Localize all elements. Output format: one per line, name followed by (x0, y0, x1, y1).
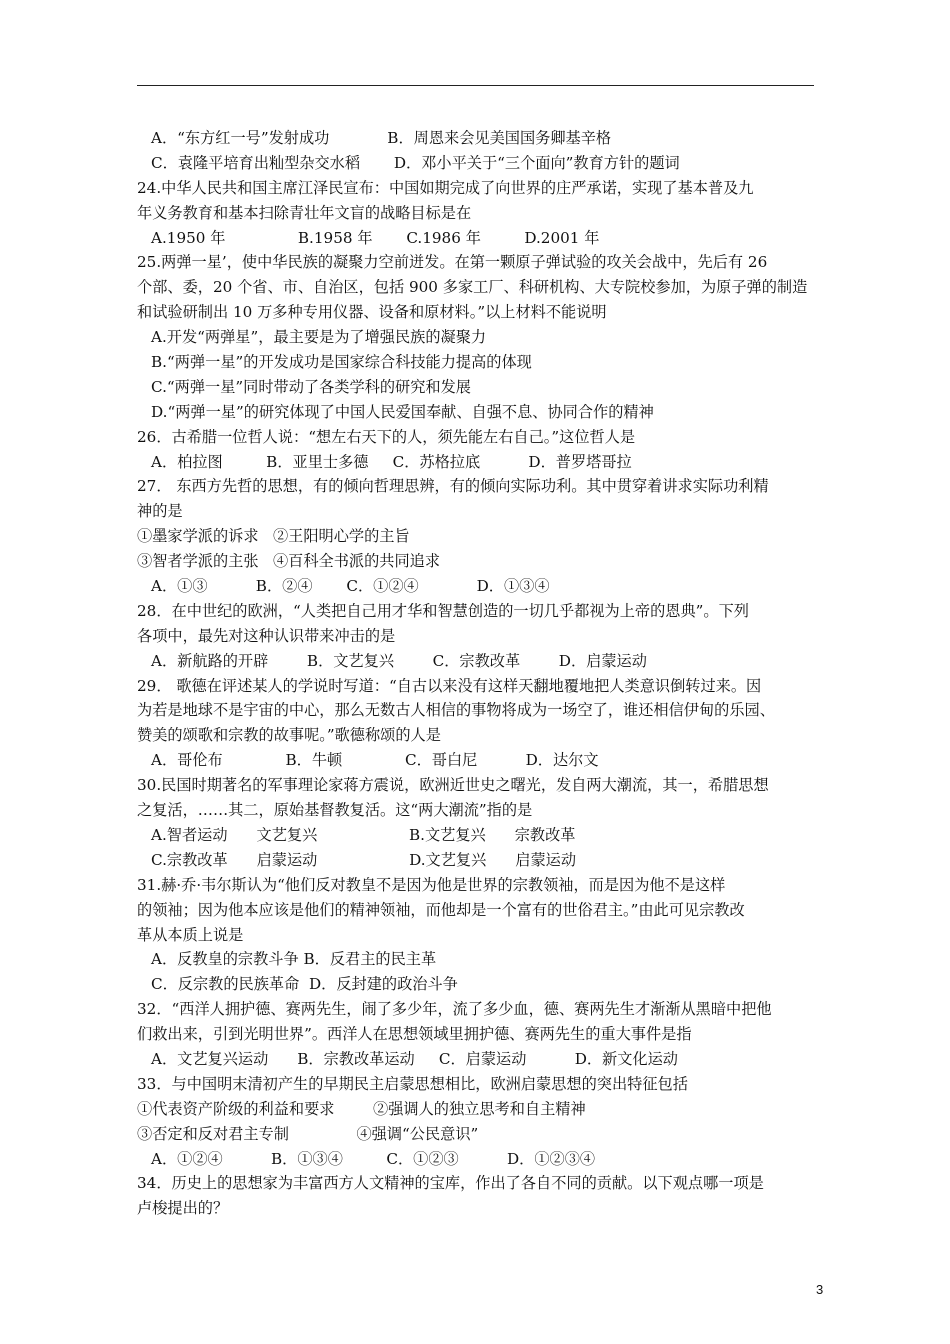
question-text-line: 革从本质上说是 (137, 925, 244, 944)
question-text-line: 30.民国时期著名的军事理论家蒋方震说，欧洲近世史之曙光，发自两大潮流，其一，希腊思想 (137, 776, 769, 795)
question-text-line: 29． 歌德在评述某人的学说时写道：“自古以来没有这样天翻地覆地把人类意识倒转过来。因 (137, 676, 762, 695)
question-text-line: ①墨家学派的诉求 ②王阳明心学的主旨 (137, 527, 410, 546)
question-text-line: 32．“西洋人拥护德、赛两先生，闹了多少年，流了多少血，德、赛两先生才渐渐从黑暗中把他 (137, 1000, 772, 1019)
answer-option-line: A．新航路的开辟 B．文艺复兴 C．宗教改革 D．启蒙运动 (151, 651, 647, 670)
question-text-line: 们救出来，引到光明世界”。西洋人在思想领域里拥护德、赛两先生的重大事件是指 (137, 1025, 692, 1044)
header-rule (137, 85, 814, 86)
question-text-line: 33．与中国明末清初产生的早期民主启蒙思想相比，欧洲启蒙思想的突出特征包括 (137, 1074, 688, 1093)
question-text-line: 28．在中世纪的欧洲，“人类把自己用才华和智慧创造的一切几乎都视为上帝的恩典”。下列 (137, 601, 749, 620)
question-text-line: 为若是地球不是宇宙的中心，那么无数古人相信的事物将成为一场空了，谁还相信伊甸的乐园、 (137, 701, 775, 720)
question-text-line: 31.赫·乔·韦尔斯认为“他们反对教皇不是因为他是世界的宗教领袖，而是因为他不是这样 (137, 875, 726, 894)
answer-option-line: A．哥伦布 B．牛顿 C．哥白尼 D．达尔文 (151, 751, 599, 770)
answer-option-line: A．文艺复兴运动 B．宗教改革运动 C．启蒙运动 D．新文化运动 (151, 1049, 678, 1068)
question-text-line: 卢梭提出的？ (137, 1199, 229, 1218)
question-text-line: 之复活，……其二，原始基督教复活。这“两大潮流”指的是 (137, 801, 533, 820)
question-text-line: 年义务教育和基本扫除青壮年文盲的战略目标是在 (137, 203, 472, 222)
exam-text-body (137, 126, 827, 1221)
question-text-line: 的领袖；因为他本应该是他们的精神领袖，而他却是一个富有的世俗君主。”由此可见宗教改 (137, 900, 745, 919)
answer-option-line: A.1950 年 B.1958 年 C.1986 年 D.2001 年 (151, 228, 600, 247)
question-text-line: 个部、委，20 个省、市、自治区，包括 900 多家工厂、科研机构、大专院校参加，为原子弹的制造 (137, 278, 808, 297)
question-text-line: 赞美的颂歌和宗教的故事呢。”歌德称颂的人是 (137, 726, 441, 745)
question-text-line: 神的是 (137, 502, 183, 521)
answer-option-line: D.“两弹一星”的研究体现了中国人民爱国奉献、自强不息、协同合作的精神 (151, 402, 654, 421)
answer-option-line: A.开发“两弹星”，最主要是为了增强民族的凝聚力 (151, 328, 487, 347)
question-text-line: 27． 东西方先哲的思想，有的倾向哲理思辨，有的倾向实际功利。其中贯穿着讲求实际功利精 (137, 477, 769, 496)
question-text-line: ③智者学派的主张 ④百科全书派的共同追求 (137, 552, 441, 571)
answer-option-line: C.“两弹一星”同时带动了各类学科的研究和发展 (151, 377, 471, 396)
answer-option-line: C．反宗教的民族革命 D．反封建的政治斗争 (151, 975, 458, 994)
answer-option-line: A．柏拉图 B．亚里士多德 C．苏格拉底 D．普罗塔哥拉 (151, 452, 632, 471)
answer-option-line: B.“两弹一星”的开发成功是国家综合科技能力提高的体现 (151, 353, 532, 372)
answer-option-line: A．①②④ B．①③④ C．①②③ D．①②③④ (151, 1149, 596, 1168)
question-text-line: 25.两弹一星’，使中华民族的凝聚力空前迸发。在第一颗原子弹试验的攻关会战中，先后有 26 (137, 253, 768, 272)
question-text-line: 26．古希腊一位哲人说：“想左右天下的人，须先能左右自己。”这位哲人是 (137, 427, 636, 446)
answer-option-line: C.宗教改革 启蒙运动 D.文艺复兴 启蒙运动 (151, 850, 577, 869)
question-text-line: ③否定和反对君主专制 ④强调“公民意识” (137, 1124, 479, 1143)
answer-option-line: A．反教皇的宗教斗争 B．反君主的民主革 (151, 950, 437, 969)
question-text-line: ①代表资产阶级的利益和要求 ②强调人的独立思考和自主精神 (137, 1099, 586, 1118)
answer-option-line: A．“东方红一号”发射成功 B．周恩来会见美国国务卿基辛格 (151, 129, 612, 147)
question-text-line: 和试验研制出 10 万多种专用仪器、设备和原材料。”以上材料不能说明 (137, 303, 607, 322)
page-number: 3 (816, 1282, 824, 1297)
answer-option-line: A.智者运动 文艺复兴 B.文艺复兴 宗教改革 (151, 825, 576, 844)
question-text-line: 各项中，最先对这种认识带来冲击的是 (137, 626, 396, 645)
question-text-line: 24.中华人民共和国主席江泽民宣布：中国如期完成了向世界的庄严承诺，实现了基本普及九 (137, 178, 754, 197)
answer-option-line: C．袁隆平培育出籼型杂交水稻 D．邓小平关于“三个面向”教育方针的题词 (151, 153, 680, 172)
question-text-line: 34．历史上的思想家为丰富西方人文精神的宝库，作出了各自不同的贡献。以下观点哪一项是 (137, 1174, 764, 1193)
answer-option-line: A．①③ B．②④ C．①②④ D．①③④ (151, 577, 550, 596)
